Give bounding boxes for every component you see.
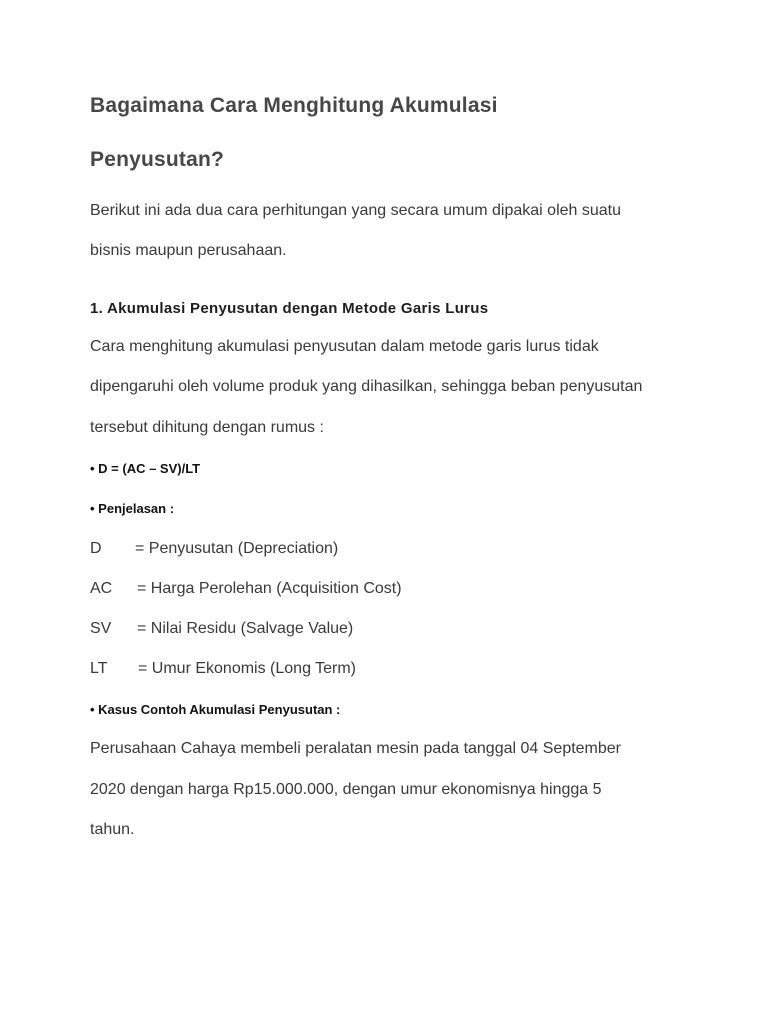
section-paragraph-line-3: tersebut dihitung dengan rumus : xyxy=(90,419,324,436)
case-paragraph-line-2: 2020 dengan harga Rp15.000.000, dengan umur ekonomisnya hingga 5 xyxy=(90,781,602,798)
section-paragraph-line-1: Cara menghitung akumulasi penyusutan dalam metode garis lurus tidak xyxy=(90,338,599,355)
case-paragraph-line-3: tahun. xyxy=(90,821,135,838)
section-heading: 1. Akumulasi Penyusutan dengan Metode Garis Lurus xyxy=(90,300,489,317)
definition-term: LT xyxy=(90,660,108,677)
formula-bullet: • D = (AC – SV)/LT xyxy=(90,461,201,476)
case-label: • Kasus Contoh Akumulasi Penyusutan : xyxy=(90,702,341,717)
page-title-line-1: Bagaimana Cara Menghitung Akumulasi xyxy=(90,94,498,117)
definition-row xyxy=(90,580,402,598)
definition-term: SV xyxy=(90,620,112,637)
case-paragraph-line-1: Perusahaan Cahaya membeli peralatan mesin pada tanggal 04 September xyxy=(90,740,622,757)
definition-description: = Harga Perolehan (Acquisition Cost) xyxy=(137,580,402,597)
document-page xyxy=(90,0,710,1024)
definition-description: = Nilai Residu (Salvage Value) xyxy=(137,620,354,637)
section-paragraph-line-2: dipengaruhi oleh volume produk yang dihasilkan, sehingga beban penyusutan xyxy=(90,378,643,395)
definition-term: D xyxy=(90,540,102,557)
intro-paragraph-line-2: bisnis maupun perusahaan. xyxy=(90,242,287,259)
explanation-label: • Penjelasan : xyxy=(90,501,175,516)
definition-term: AC xyxy=(90,580,113,597)
definition-row xyxy=(90,540,338,558)
definition-row xyxy=(90,620,353,638)
page-title-line-2: Penyusutan? xyxy=(90,148,225,171)
definition-row xyxy=(90,660,356,678)
definition-description: = Umur Ekonomis (Long Term) xyxy=(138,660,356,677)
intro-paragraph-line-1: Berikut ini ada dua cara perhitungan yang secara umum dipakai oleh suatu xyxy=(90,202,621,219)
definition-description: = Penyusutan (Depreciation) xyxy=(135,540,339,557)
